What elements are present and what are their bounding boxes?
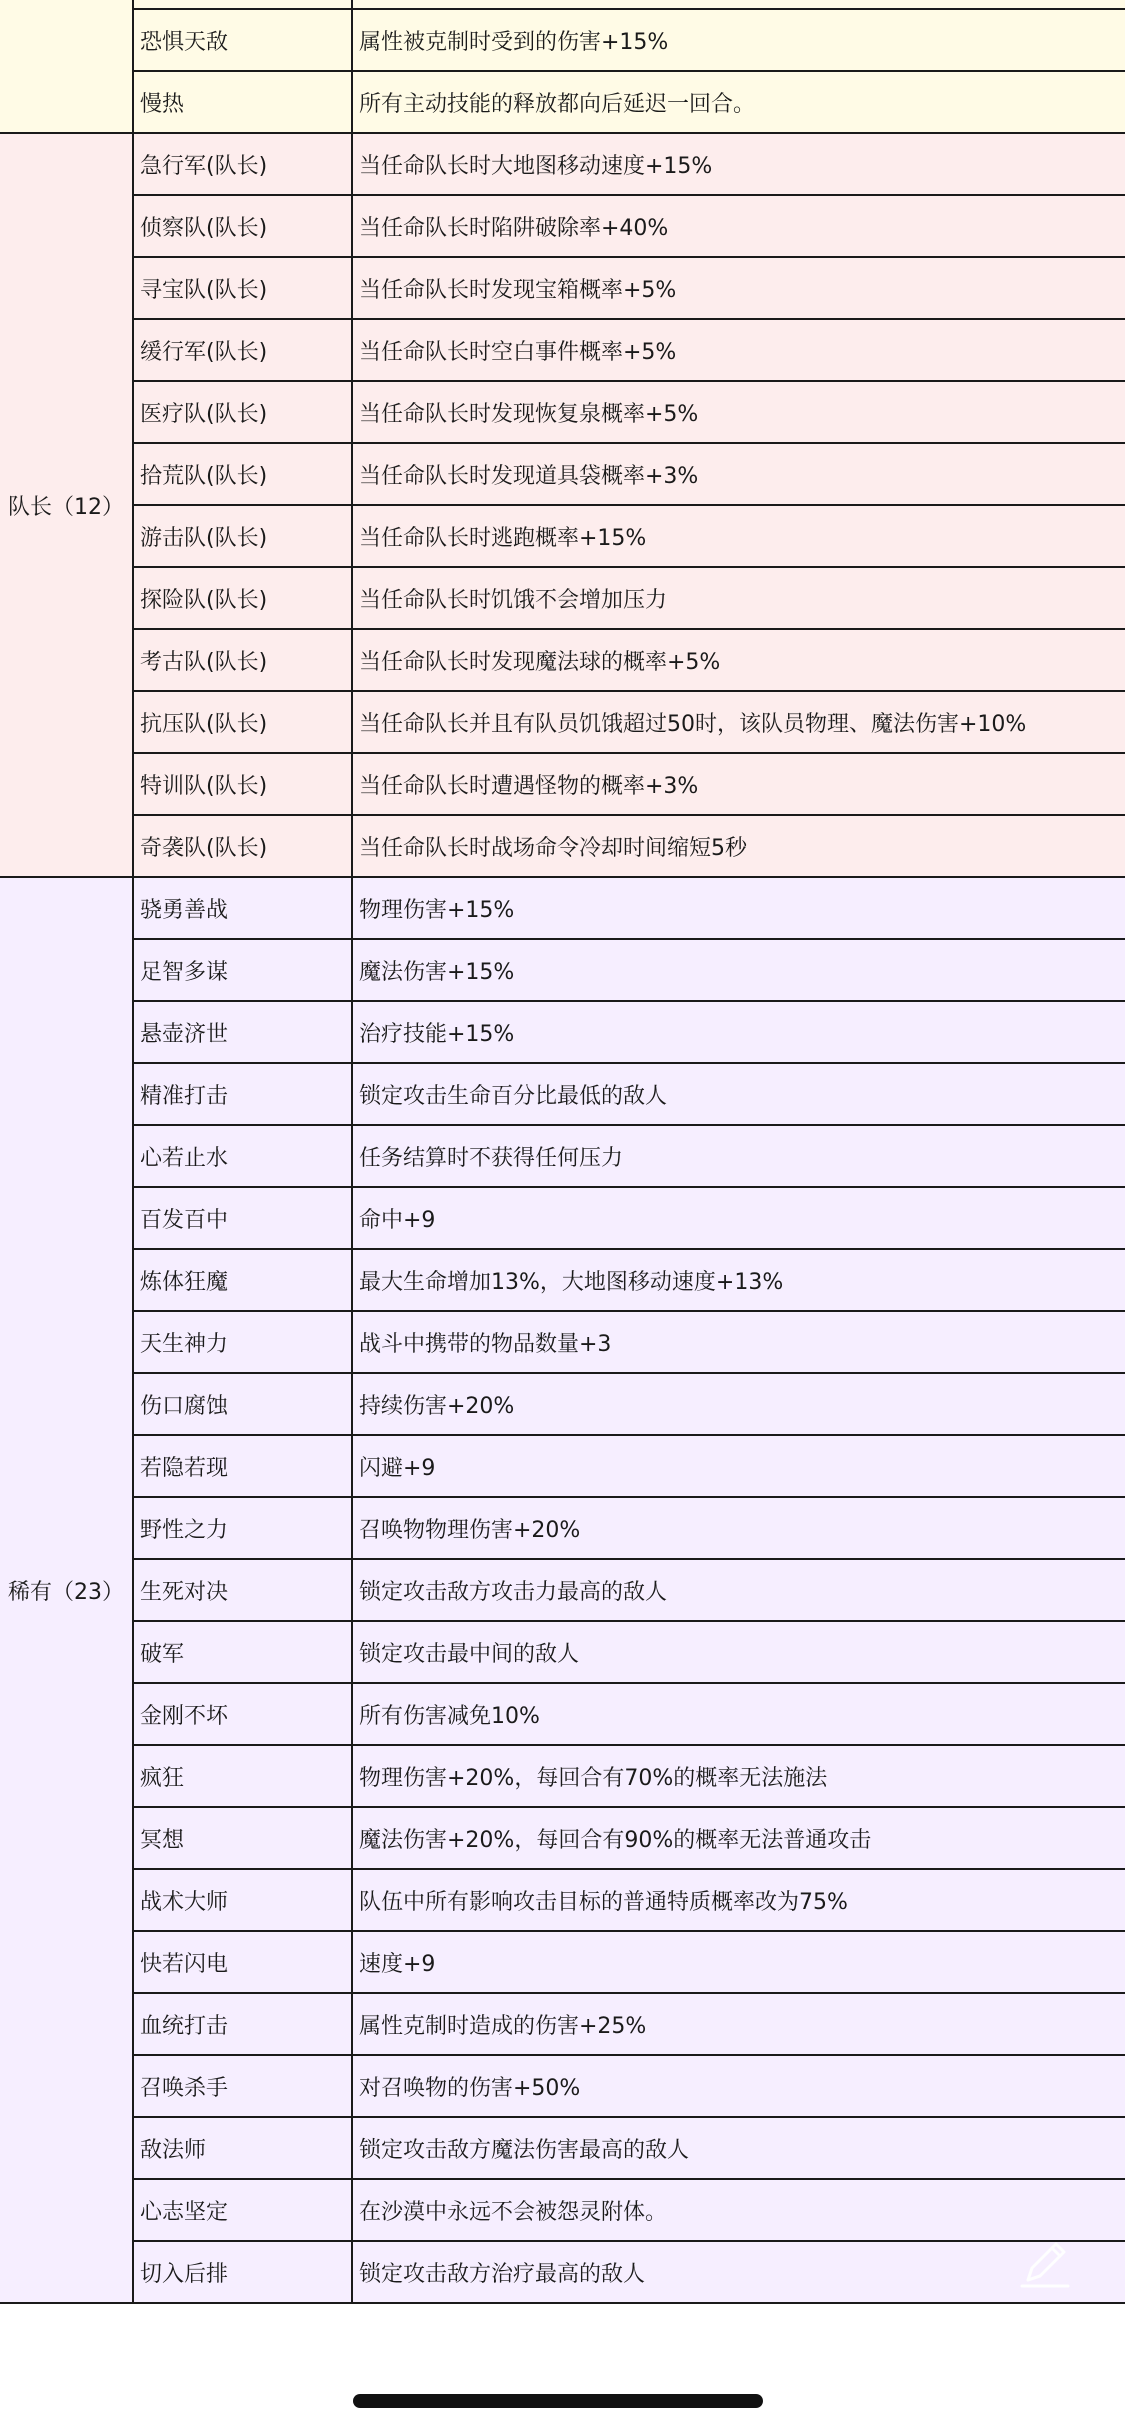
- trait-row: [0, 1497, 1125, 1559]
- trait-row: [0, 1869, 1125, 1931]
- trait-name: 金刚不坏: [133, 1683, 352, 1745]
- trait-name: 考古队(队长): [133, 629, 352, 691]
- trait-description: 当任命队长时发现恢复泉概率+5%: [352, 381, 1125, 443]
- trait-row: [0, 9, 1125, 71]
- trait-description: 当任命队长时空白事件概率+5%: [352, 319, 1125, 381]
- trait-row: [0, 1931, 1125, 1993]
- trait-name: 抗压队(队长): [133, 691, 352, 753]
- trait-description: 当任命队长时遭遇怪物的概率+3%: [352, 753, 1125, 815]
- trait-description: 当任命队长并且有队员饥饿超过50时，该队员物理、魔法伤害+10%: [352, 691, 1125, 753]
- trait-row: [0, 1311, 1125, 1373]
- category-label: [0, 0, 133, 133]
- trait-row: [0, 691, 1125, 753]
- trait-name: 冥想: [133, 1807, 352, 1869]
- trait-row: [0, 1621, 1125, 1683]
- trait-description: 队伍中所有影响攻击目标的普通特质概率改为75%: [352, 1869, 1125, 1931]
- trait-description: 在沙漠中永远不会被怨灵附体。: [352, 2179, 1125, 2241]
- trait-name: 侦察队(队长): [133, 195, 352, 257]
- trait-description: 当任命队长时大地图移动速度+15%: [352, 133, 1125, 195]
- trait-row: [0, 1683, 1125, 1745]
- trait-description: 当任命队长时发现魔法球的概率+5%: [352, 629, 1125, 691]
- trait-name: 召唤杀手: [133, 2055, 352, 2117]
- trait-row: [0, 939, 1125, 1001]
- trait-description: 锁定攻击敌方攻击力最高的敌人: [352, 1559, 1125, 1621]
- trait-description: 锁定攻击生命百分比最低的敌人: [352, 1063, 1125, 1125]
- trait-row: [0, 319, 1125, 381]
- trait-name: 寻宝队(队长): [133, 257, 352, 319]
- trait-name: 恐惧天敌: [133, 9, 352, 71]
- trait-description: 魔法伤害+15%: [352, 939, 1125, 1001]
- trait-row: [0, 195, 1125, 257]
- trait-row: [0, 0, 1125, 9]
- trait-name: 伤口腐蚀: [133, 1373, 352, 1435]
- trait-row: [0, 1993, 1125, 2055]
- trait-row: [0, 1435, 1125, 1497]
- trait-name: 切入后排: [133, 2241, 352, 2303]
- trait-row: [0, 1187, 1125, 1249]
- trait-name: 探险队(队长): [133, 567, 352, 629]
- trait-name: 心志坚定: [133, 2179, 352, 2241]
- trait-description: 战斗中携带的物品数量+3: [352, 1311, 1125, 1373]
- trait-name: 特训队(队长): [133, 753, 352, 815]
- trait-name: 悬壶济世: [133, 1001, 352, 1063]
- trait-description: 当任命队长时逃跑概率+15%: [352, 505, 1125, 567]
- trait-row: [0, 505, 1125, 567]
- trait-row: [0, 1373, 1125, 1435]
- trait-description: 速度+9: [352, 1931, 1125, 1993]
- trait-row: [0, 2241, 1125, 2303]
- trait-name: 心若止水: [133, 1125, 352, 1187]
- trait-row: [0, 1807, 1125, 1869]
- trait-name: 破军: [133, 1621, 352, 1683]
- trait-description: 任务结算时不获得任何压力: [352, 1125, 1125, 1187]
- home-indicator-bar: [353, 2394, 763, 2408]
- trait-row: [0, 567, 1125, 629]
- pencil-icon[interactable]: [1014, 2232, 1076, 2294]
- trait-name: 战术大师: [133, 1869, 352, 1931]
- trait-row: [0, 443, 1125, 505]
- trait-name: 拾荒队(队长): [133, 443, 352, 505]
- trait-name: 慢热: [133, 71, 352, 133]
- trait-row: [0, 2117, 1125, 2179]
- trait-description: 召唤物物理伤害+20%: [352, 1497, 1125, 1559]
- trait-description: 持续伤害+20%: [352, 1373, 1125, 1435]
- trait-row: [0, 2055, 1125, 2117]
- trait-name: 血统打击: [133, 1993, 352, 2055]
- trait-row: [0, 133, 1125, 195]
- category-label: 稀有（23）: [0, 877, 133, 2303]
- trait-name: 若隐若现: [133, 1435, 352, 1497]
- trait-name: 游击队(队长): [133, 505, 352, 567]
- trait-row: [0, 1063, 1125, 1125]
- trait-name: 天生神力: [133, 1311, 352, 1373]
- trait-row: [0, 1125, 1125, 1187]
- trait-description: 当任命队长时发现宝箱概率+5%: [352, 257, 1125, 319]
- trait-description: 当任命队长时发现道具袋概率+3%: [352, 443, 1125, 505]
- trait-row: [0, 71, 1125, 133]
- trait-name: [133, 0, 352, 9]
- trait-description: 最大生命增加13%，大地图移动速度+13%: [352, 1249, 1125, 1311]
- trait-name: 快若闪电: [133, 1931, 352, 1993]
- trait-description: 所有伤害减免10%: [352, 1683, 1125, 1745]
- trait-name: 奇袭队(队长): [133, 815, 352, 877]
- trait-row: [0, 1745, 1125, 1807]
- trait-description: 治疗技能+15%: [352, 1001, 1125, 1063]
- trait-row: [0, 815, 1125, 877]
- trait-name: 医疗队(队长): [133, 381, 352, 443]
- trait-description: 命中+9: [352, 1187, 1125, 1249]
- trait-row: [0, 1559, 1125, 1621]
- trait-row: [0, 753, 1125, 815]
- trait-name: 百发百中: [133, 1187, 352, 1249]
- category-label: 队长（12）: [0, 133, 133, 877]
- trait-name: 疯狂: [133, 1745, 352, 1807]
- trait-row: [0, 877, 1125, 939]
- trait-description: 闪避+9: [352, 1435, 1125, 1497]
- trait-description: 所有主动技能的释放都向后延迟一回合。: [352, 71, 1125, 133]
- trait-name: 足智多谋: [133, 939, 352, 1001]
- trait-name: 缓行军(队长): [133, 319, 352, 381]
- trait-row: [0, 629, 1125, 691]
- trait-description: 魔法伤害+20%，每回合有90%的概率无法普通攻击: [352, 1807, 1125, 1869]
- trait-description: 对召唤物的伤害+50%: [352, 2055, 1125, 2117]
- trait-description: 属性被克制时受到的伤害+15%: [352, 9, 1125, 71]
- trait-description: 锁定攻击敌方治疗最高的敌人: [352, 2241, 1125, 2303]
- trait-row: [0, 2179, 1125, 2241]
- trait-row: [0, 257, 1125, 319]
- trait-name: 敌法师: [133, 2117, 352, 2179]
- trait-description: 锁定攻击最中间的敌人: [352, 1621, 1125, 1683]
- trait-name: 骁勇善战: [133, 877, 352, 939]
- trait-name: 生死对决: [133, 1559, 352, 1621]
- trait-row: [0, 1249, 1125, 1311]
- trait-name: 野性之力: [133, 1497, 352, 1559]
- trait-description: 物理伤害+15%: [352, 877, 1125, 939]
- trait-description: 物理伤害+20%，每回合有70%的概率无法施法: [352, 1745, 1125, 1807]
- trait-name: 急行军(队长): [133, 133, 352, 195]
- trait-description: 属性克制时造成的伤害+25%: [352, 1993, 1125, 2055]
- trait-description: 当任命队长时陷阱破除率+40%: [352, 195, 1125, 257]
- trait-description: [352, 0, 1125, 9]
- trait-name: 炼体狂魔: [133, 1249, 352, 1311]
- trait-row: [0, 1001, 1125, 1063]
- trait-description: 锁定攻击敌方魔法伤害最高的敌人: [352, 2117, 1125, 2179]
- trait-description: 当任命队长时战场命令冷却时间缩短5秒: [352, 815, 1125, 877]
- trait-name: 精准打击: [133, 1063, 352, 1125]
- trait-row: [0, 381, 1125, 443]
- trait-description: 当任命队长时饥饿不会增加压力: [352, 567, 1125, 629]
